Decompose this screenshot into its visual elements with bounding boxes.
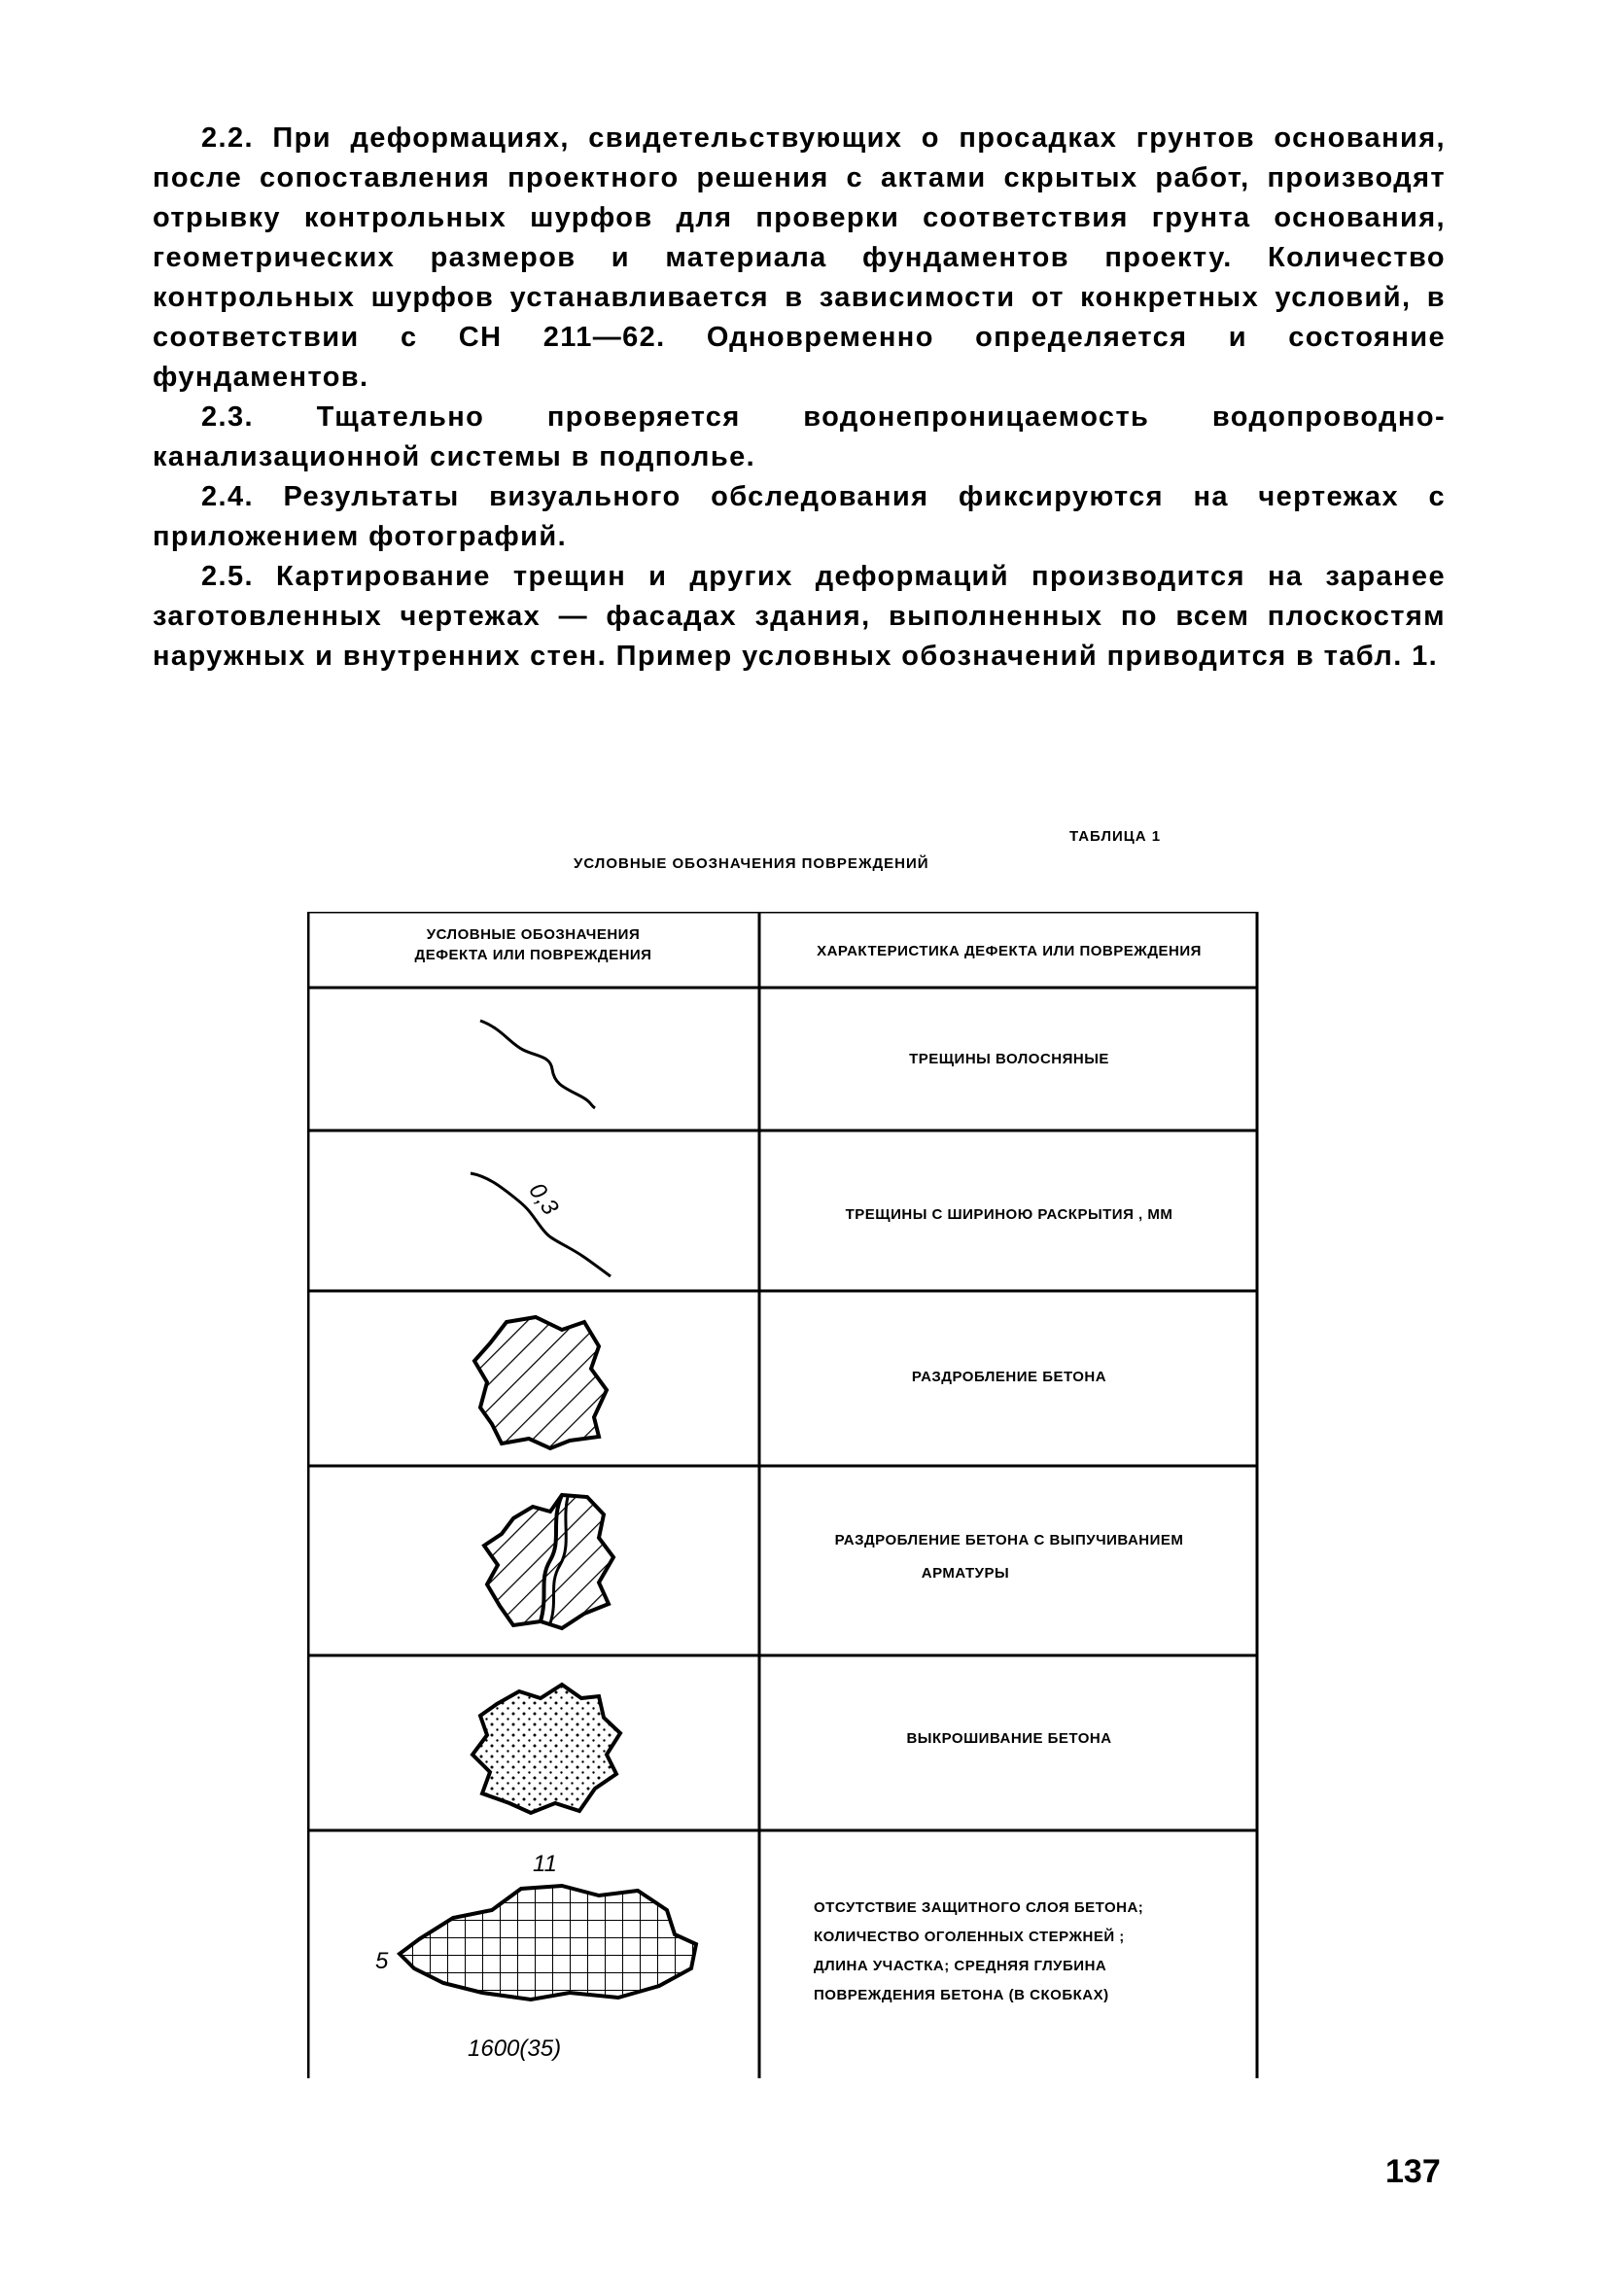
paragraph-text: Результаты визуального обследования фиксируются на чертежах с приложением фотографий. [153,481,1446,552]
row-description [759,1524,1259,1590]
missing-cover-symbol [307,1832,759,2078]
description-line: ОТСУТСТВИЕ ЗАЩИТНОГО СЛОЯ БЕТОНА; [814,1899,1144,1916]
row-description: ВЫКРОШИВАНИЕ БЕТОНА [906,1730,1112,1747]
paragraph-text: Тщательно проверяется водонепроницаемость водопроводно-канализационной системы в подполье. [153,401,1446,472]
paragraph-number: 2.2. [201,122,254,154]
paragraph-number: 2.4. [201,481,254,512]
paragraph-2-5 [153,557,1446,677]
description-line: КОЛИЧЕСТВО ОГОЛЕННЫХ СТЕРЖНЕЙ ; [814,1929,1125,1945]
table-label: ТАБЛИЦА 1 [1069,828,1162,845]
paragraph-2-2 [153,119,1446,398]
concrete-spalling-symbol [307,1657,759,1830]
row-description: ТРЕЩИНЫ ВОЛОСНЯНЫЕ [909,1051,1109,1067]
length-depth-label: 1600(35) [468,2035,562,2062]
body-text [153,119,1446,677]
length-label-left: 5 [375,1948,389,1974]
bar-count-label: 11 [533,1851,557,1877]
paragraph-number: 2.5. [201,561,254,592]
symbols-table [307,912,1259,2078]
row-description [759,1894,1313,2010]
header-description-column: ХАРАКТЕРИСТИКА ДЕФЕКТА ИЛИ ПОВРЕЖДЕНИЯ [817,943,1202,959]
hairline-crack-symbol [307,990,759,1131]
paragraph-number: 2.3. [201,401,254,433]
table-title: УСЛОВНЫЕ ОБОЗНАЧЕНИЯ ПОВРЕЖДЕНИЙ [574,855,929,872]
concrete-crushing-symbol [307,1293,759,1466]
row-description: РАЗДРОБЛЕНИЕ БЕТОНА [911,1369,1107,1385]
description-line: РАЗДРОБЛЕНИЕ БЕТОНА С ВЫПУЧИВАНИЕМ [834,1532,1184,1548]
crack-width-label: 0,3 [523,1178,564,1220]
paragraph-2-4 [153,477,1446,557]
description-line: ПОВРЕЖДЕНИЯ БЕТОНА (В СКОБКАХ) [814,1987,1109,2003]
description-line: ДЛИНА УЧАСТКА; СРЕДНЯЯ ГЛУБИНА [814,1958,1107,1974]
crack-width-symbol [307,1132,759,1291]
header-line: УСЛОВНЫЕ ОБОЗНАЧЕНИЯ [426,926,641,943]
header-symbol-column [307,924,759,965]
page-number: 137 [1385,2153,1441,2190]
paragraph-2-3 [153,398,1446,477]
paragraph-text: При деформациях, свидетельствующих о просадках грунтов основания, после сопоставления проектного решения с актами скрытых работ, производят отрывку контрольных шурфов для проверки соответствия грунта основания, геометрических размеров и материала фундаментов проекту. Количество контрольных шурфов устанавливается в зависимости от конкретных условий, в соответствии с СН 211—62. Одновременно определяется и состояние фундаментов. [153,122,1446,393]
description-line: АРМАТУРЫ [921,1565,1010,1582]
paragraph-text: Картирование трещин и других деформаций производится на заранее заготовленных чертежах — фасадах здания, выполненных по всем плоскостям наружных и внутренних стен. Пример условных обозначений приводится в табл. 1. [153,561,1446,672]
header-line: ДЕФЕКТА ИЛИ ПОВРЕЖДЕНИЯ [414,947,652,963]
row-description: ТРЕЩИНЫ С ШИРИНОЮ РАСКРЫТИЯ , ММ [845,1206,1173,1223]
